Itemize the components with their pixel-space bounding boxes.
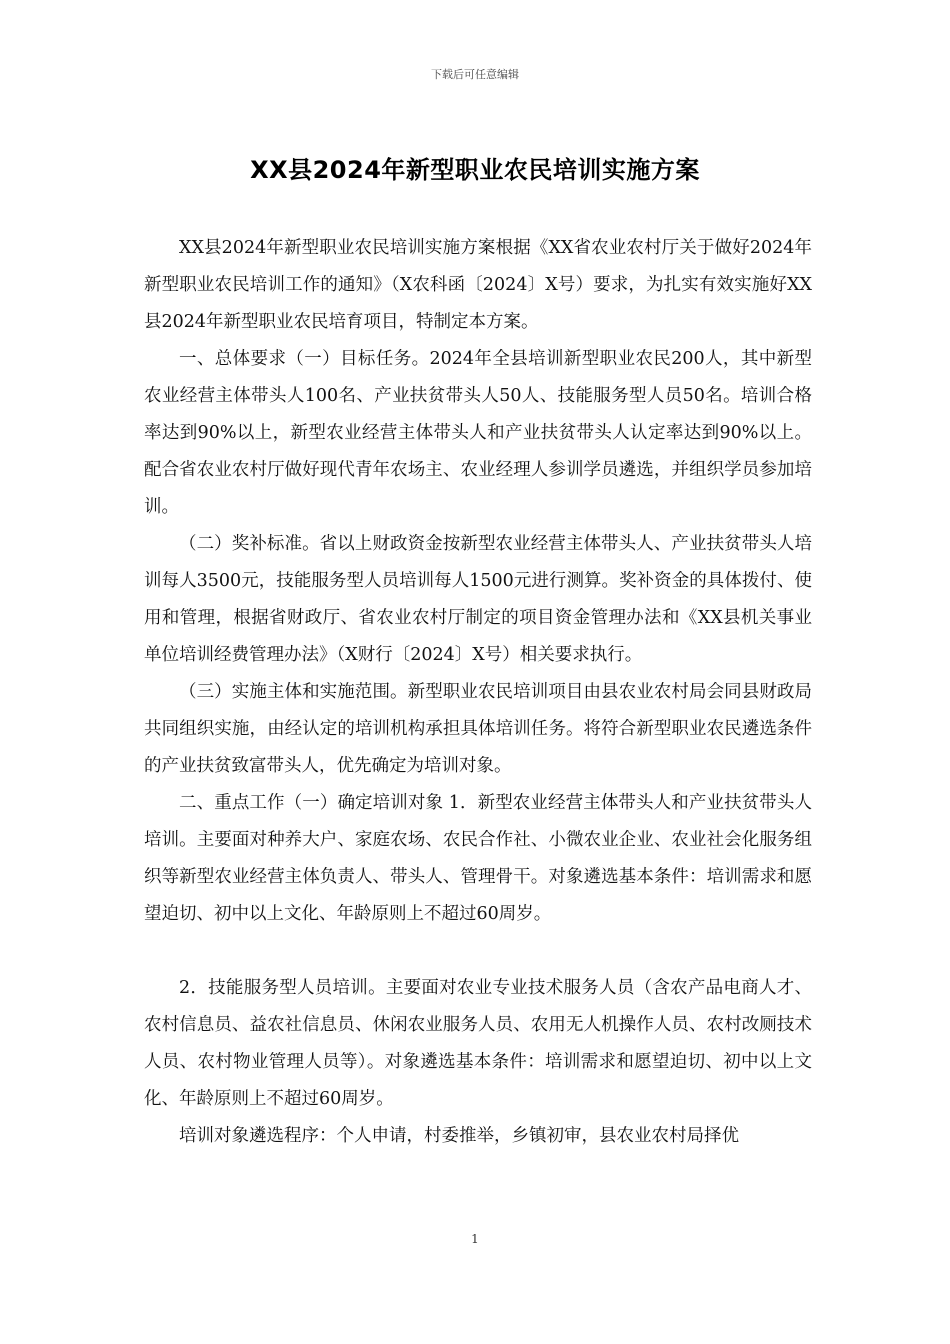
paragraph-skill-training: 2．技能服务型人员培训。主要面对农业专业技术服务人员（含农产品电商人才、农村信息员、益农社信息员、休闲农业服务人员、农用无人机操作人员、农村改厕技术人员、农村物业管理人员等）。对象遴选基本条件：培训需求和愿望迫切、初中以上文化、年龄原则上不超过60周岁。 [144, 978, 812, 1109]
paragraph-key-work: 二、重点工作（一）确定培训对象 1．新型农业经营主体带头人和产业扶贫带头人培训。主要面对种养大户、家庭农场、农民合作社、小微农业企业、农业社会化服务组织等新型农业经营主体负责人、带头人、管理骨干。对象遴选基本条件：培训需求和愿望迫切、初中以上文化、年龄原则上不超过60周岁。 [144, 793, 812, 924]
paragraph-implementation-scope: （三）实施主体和实施范围。新型职业农民培训项目由县农业农村局会同县财政局共同组织实施，由经认定的培训机构承担具体培训任务。将符合新型职业农民遴选条件的产业扶贫致富带头人，优先确定为培训对象。 [144, 682, 812, 776]
paragraph-intro: XX县2024年新型职业农民培训实施方案根据《XX省农业农村厅关于做好2024年新型职业农民培训工作的通知》（X农科函〔2024〕X号）要求，为扎实有效实施好XX县2024年新型职业农民培育项目，特制定本方案。 [144, 238, 812, 332]
document-title: XX县2024年新型职业农民培训实施方案 [250, 156, 700, 184]
paragraph-selection-procedure: 培训对象遴选程序：个人申请，村委推举，乡镇初审，县农业农村局择优 [179, 1126, 739, 1146]
page-number: 1 [471, 1232, 479, 1246]
paragraph-subsidy-standard: （二）奖补标准。省以上财政资金按新型农业经营主体带头人、产业扶贫带头人培训每人3500元，技能服务型人员培训每人1500元进行测算。奖补资金的具体拨付、使用和管理，根据省财政厅、省农业农村厅制定的项目资金管理办法和《XX县机关事业单位培训经费管理办法》（X财行〔2024〕X号）相关要求执行。 [144, 534, 812, 665]
paragraph-general-requirements: 一、总体要求（一）目标任务。2024年全县培训新型职业农民200人，其中新型农业经营主体带头人100名、产业扶贫带头人50人、技能服务型人员50名。培训合格率达到90%以上，新型农业经营主体带头人和产业扶贫带头人认定率达到90%以上。配合省农业农村厅做好现代青年农场主、农业经理人参训学员遴选，并组织学员参加培训。 [144, 349, 812, 517]
document-body [144, 230, 812, 1155]
page-header-note: 下载后可任意编辑 [431, 68, 519, 81]
